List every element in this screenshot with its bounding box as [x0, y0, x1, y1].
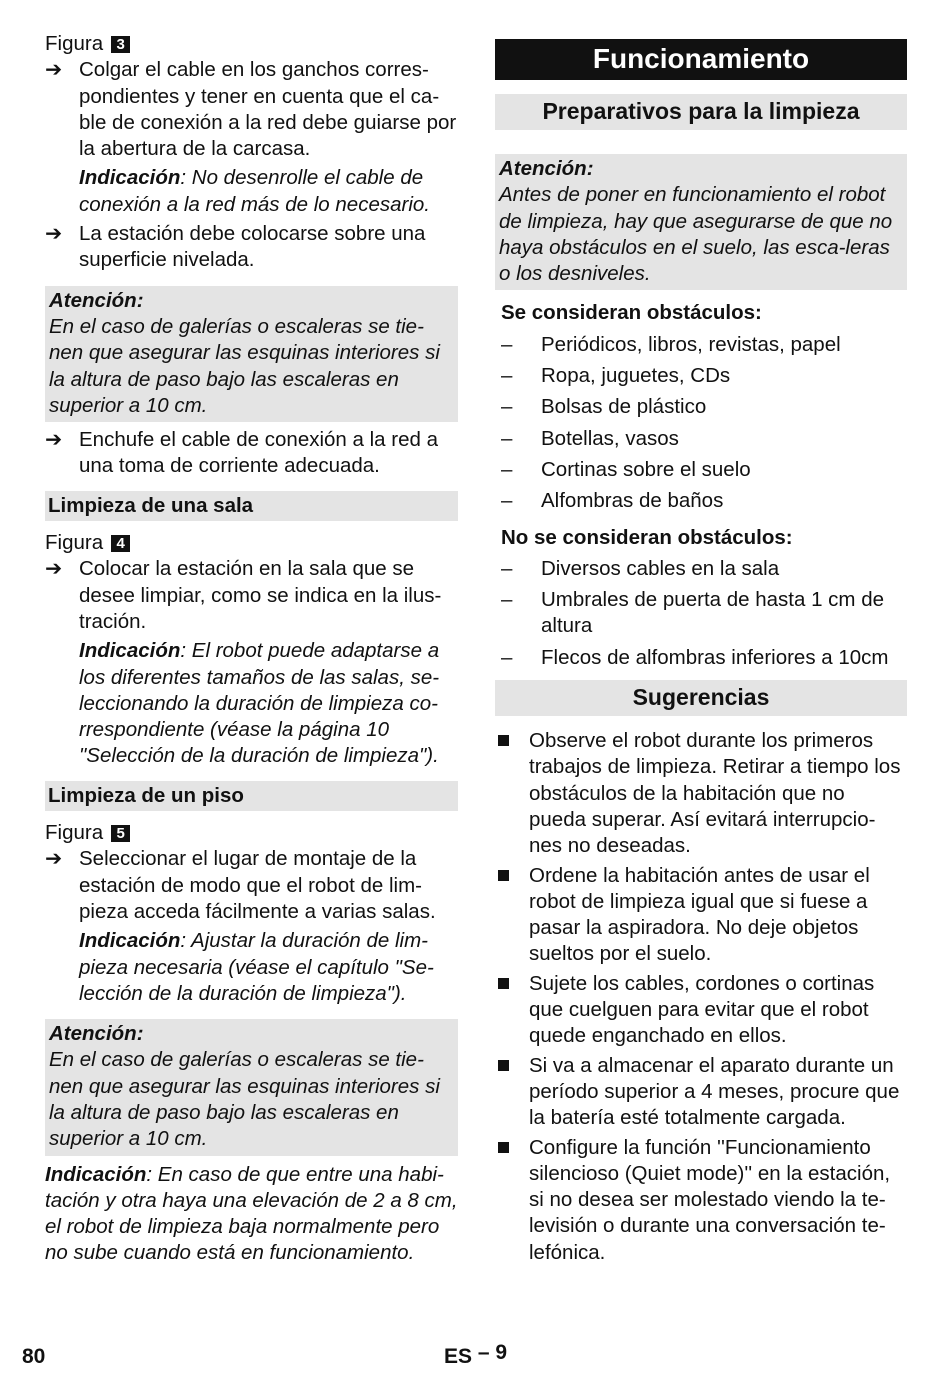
arrow-right-icon: ➔: [45, 58, 63, 82]
non-obstacles-list: [495, 556, 907, 671]
list-item: – Alfombras de baños: [501, 489, 724, 513]
attention-box: Atención: Antes de poner en funcionamiento el robot de limpieza, hay que asegurarse de que no haya obstáculos en el suelo, las esca-leras o los desniveles.: [495, 154, 907, 290]
chapter-title: Funcionamiento: [495, 39, 907, 80]
instruction-step: ➔ La estación debe colocarse sobre una superficie nivelada.: [45, 222, 426, 272]
list-item: – Periódicos, libros, revistas, papel: [501, 332, 841, 356]
subsection-heading: Limpieza de un piso: [45, 781, 458, 811]
instruction-step: ➔ Seleccionar el lugar de montaje de la estación de modo que el robot de lim-pieza acceda fácilmente a varias salas.: [45, 847, 436, 923]
arrow-right-icon: ➔: [45, 557, 63, 581]
note: Indicación: El robot puede adaptarse a los diferentes tamaños de las salas, se-leccionando la duración de limpieza co-rrespondiente (véase la página 10 "Selección de la duración de limpieza").: [79, 639, 440, 768]
attention-box: Atención: En el caso de galerías o escaleras se tie-nen que asegurar las esquinas interiores si la altura de paso bajo las escaleras en superior a 10 cm.: [45, 286, 458, 422]
figure-ref-5: Figura 5: [45, 820, 458, 846]
obstacles-label: Se consideran obstáculos:: [501, 301, 762, 325]
list-item: Observe el robot durante los primeros trabajos de limpieza. Retirar a tiempo los obstáculos de la habitación que no pueda superar. Así evitará interrupcio-nes no deseadas.: [495, 728, 907, 859]
list-item: – Botellas, vasos: [501, 426, 679, 450]
note: Indicación: Ajustar la duración de lim-pieza necesaria (véase el capítulo "Se-lección de la duración de limpieza").: [79, 929, 434, 1005]
list-item: – Ropa, juguetes, CDs: [501, 364, 731, 388]
square-bullet-icon: [498, 1060, 509, 1071]
square-bullet-icon: [498, 978, 509, 989]
instruction-step: ➔ Enchufe el cable de conexión a la red a una toma de corriente adecuada.: [45, 428, 439, 478]
list-item: – Diversos cables en la sala: [501, 556, 780, 580]
subsection-heading: Limpieza de una sala: [45, 491, 458, 521]
list-item: Sujete los cables, cordones o cortinas que cuelguen para evitar que el robot quede enganchado en ellos.: [495, 971, 907, 1050]
figure-number-badge: 3: [111, 36, 130, 53]
square-bullet-icon: [498, 870, 509, 881]
arrow-right-icon: ➔: [45, 222, 63, 246]
square-bullet-icon: [498, 1142, 509, 1153]
instruction-step: ➔ Colocar la estación en la sala que se desee limpiar, como se indica en la ilus-tración.: [45, 557, 442, 633]
note: Indicación: En caso de que entre una habi-tación y otra haya una elevación de 2 a 8 cm, el robot de limpieza baja normalmente pero no sube cuando está en funcionamiento.: [45, 1162, 458, 1265]
arrow-right-icon: ➔: [45, 847, 63, 871]
tips-list: [495, 728, 907, 1266]
square-bullet-icon: [498, 735, 509, 746]
section-title: Preparativos para la limpieza: [495, 94, 907, 130]
figure-number-badge: 5: [111, 825, 130, 842]
list-item: – Umbrales de puerta de hasta 1 cm de altura: [501, 588, 884, 638]
non-obstacles-label: No se consideran obstáculos:: [501, 525, 793, 549]
figure-number-badge: 4: [111, 535, 130, 552]
left-column: [45, 31, 458, 1267]
list-item: – Flecos de alfombras inferiores a 10cm: [501, 645, 889, 669]
obstacles-list: [495, 332, 907, 515]
note: Indicación: No desenrolle el cable de conexión a la red más de lo necesario.: [79, 166, 430, 216]
figure-ref-4: Figura 4: [45, 530, 458, 556]
footer-language-page: ES – 9: [444, 1341, 508, 1368]
list-item: – Bolsas de plástico: [501, 395, 707, 419]
instruction-step: ➔ Colgar el cable en los ganchos corres-pondientes y tener en cuenta que el ca-ble de conexión a la red debe guiarse por la abertura de la carcasa.: [45, 58, 457, 161]
list-item: Configure la función ''Funcionamiento silencioso (Quiet mode)'' en la estación, si no desea ser molestado viendo la te-levisión o durante una conversación te-lefónica.: [495, 1135, 907, 1266]
figure-ref-3: Figura 3: [45, 31, 458, 57]
list-item: – Cortinas sobre el suelo: [501, 457, 751, 481]
attention-box: Atención: En el caso de galerías o escaleras se tie-nen que asegurar las esquinas interiores si la altura de paso bajo las escaleras en superior a 10 cm.: [45, 1019, 458, 1155]
list-item: Ordene la habitación antes de usar el robot de limpieza igual que si fuese a pasar la aspiradora. No deje objetos sueltos por el suelo.: [495, 863, 907, 968]
right-column: [495, 31, 907, 1269]
section-title: Sugerencias: [495, 680, 907, 716]
arrow-right-icon: ➔: [45, 428, 63, 452]
page-number: 80: [22, 1345, 46, 1368]
list-item: Si va a almacenar el aparato durante un período superior a 4 meses, procure que la batería esté totalmente cargada.: [495, 1053, 907, 1132]
